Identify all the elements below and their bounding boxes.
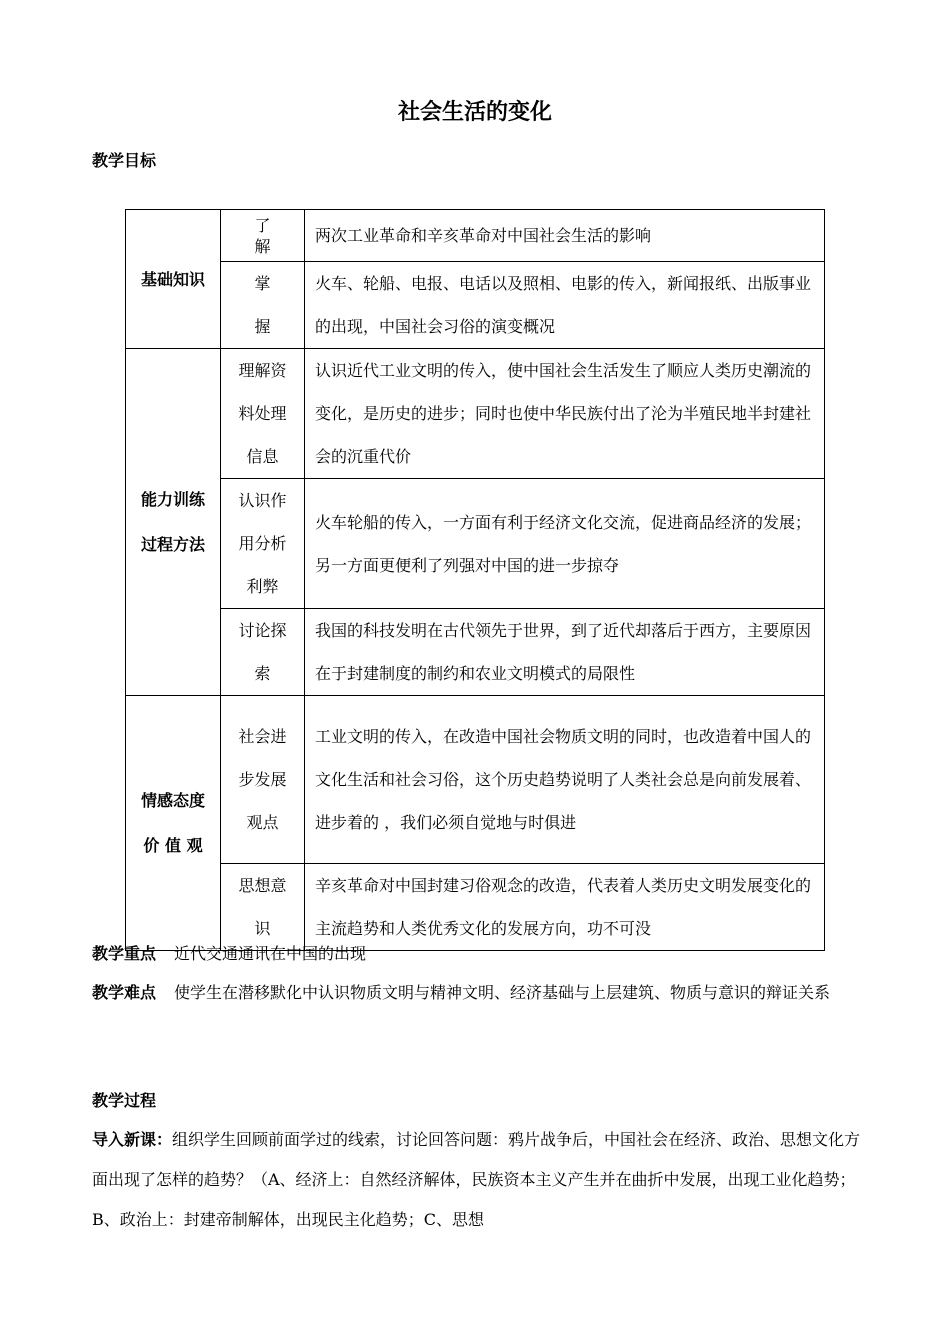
intro-paragraph bbox=[92, 1120, 864, 1240]
difficulty-label: 教学难点 bbox=[92, 983, 157, 1002]
category-basic-knowledge: 基础知识 bbox=[126, 210, 221, 349]
intro-label: 导入新课： bbox=[92, 1130, 173, 1149]
text-understand-data: 认识近代工业文明的传入，使中国社会生活发生了顺应人类历史潮流的变化，是历史的进步；同时也使中华民族付出了沦为半殖民地半封建社会的沉重代价 bbox=[305, 349, 825, 479]
heading-teaching-goals: 教学目标 bbox=[92, 151, 157, 170]
text-discuss-explore: 我国的科技发明在古代领先于世界，到了近代却落后于西方，主要原因在于封建制度的制约和农业文明模式的局限性 bbox=[305, 609, 825, 696]
table-row bbox=[126, 349, 825, 479]
difficulty-text: 使学生在潜移默化中认识物质文明与精神文明、经济基础与上层建筑、物质与意识的辩证关系 bbox=[174, 983, 831, 1002]
intro-text: 组织学生回顾前面学过的线索，讨论回答问题：鸦片战争后，中国社会在经济、政治、思想文化方面出现了怎样的趋势？（A、经济上：自然经济解体，民族资本主义产生并在曲折中发展，出现工业化趋势；B、政治上：封建帝制解体，出现民主化趋势；C、思想 bbox=[92, 1130, 861, 1229]
text-analyze-effects: 火车轮船的传入，一方面有利于经济文化交流，促进商品经济的发展；另一方面更便利了列强对中国的进一步掠夺 bbox=[305, 479, 825, 609]
sub-ideology: 思想意 识 bbox=[221, 864, 305, 951]
text-ideology: 辛亥革命对中国封建习俗观念的改造，代表着人类历史文明发展变化的主流趋势和人类优秀文化的发展方向，功不可没 bbox=[305, 864, 825, 951]
key-point-text: 近代交通通讯在中国的出现 bbox=[174, 944, 367, 963]
table-row bbox=[126, 479, 825, 609]
key-point-line bbox=[92, 943, 366, 965]
teaching-goals-table bbox=[125, 209, 825, 951]
category-ability-line2: 过程方法 bbox=[140, 535, 205, 554]
table-row bbox=[126, 864, 825, 951]
category-emotion-line2: 价 值 观 bbox=[143, 836, 203, 855]
table-row bbox=[126, 696, 825, 864]
heading-teaching-process: 教学过程 bbox=[92, 1091, 157, 1110]
sub-analyze-effects: 认识作 用分析 利弊 bbox=[221, 479, 305, 609]
table-row bbox=[126, 262, 825, 349]
page-title: 社会生活的变化 bbox=[397, 100, 552, 125]
category-emotion-line1: 情感态度 bbox=[140, 791, 205, 810]
table-row bbox=[126, 609, 825, 696]
category-ability-line1: 能力训练 bbox=[140, 490, 205, 509]
text-social-progress: 工业文明的传入，在改造中国社会物质文明的同时，也改造着中国人的文化生活和社会习俗，这个历史趋势说明了人类社会总是向前发展着、进步着的 ，我们必须自觉地与时俱进 bbox=[305, 696, 825, 864]
text-master: 火车、轮船、电报、电话以及照相、电影的传入，新闻报纸、出版事业的出现，中国社会习俗的演变概况 bbox=[305, 262, 825, 349]
sub-understand: 了 解 bbox=[221, 210, 305, 262]
sub-social-progress: 社会进 步发展 观点 bbox=[221, 696, 305, 864]
key-point-label: 教学重点 bbox=[92, 944, 157, 963]
sub-discuss-explore: 讨论探 索 bbox=[221, 609, 305, 696]
category-ability-training bbox=[126, 349, 221, 696]
sub-understand-data: 理解资 料处理 信息 bbox=[221, 349, 305, 479]
text-understand: 两次工业革命和辛亥革命对中国社会生活的影响 bbox=[305, 210, 825, 262]
difficulty-paragraph bbox=[92, 973, 862, 1013]
category-emotion-values bbox=[126, 696, 221, 951]
table-row bbox=[126, 210, 825, 262]
sub-master: 掌 握 bbox=[221, 262, 305, 349]
